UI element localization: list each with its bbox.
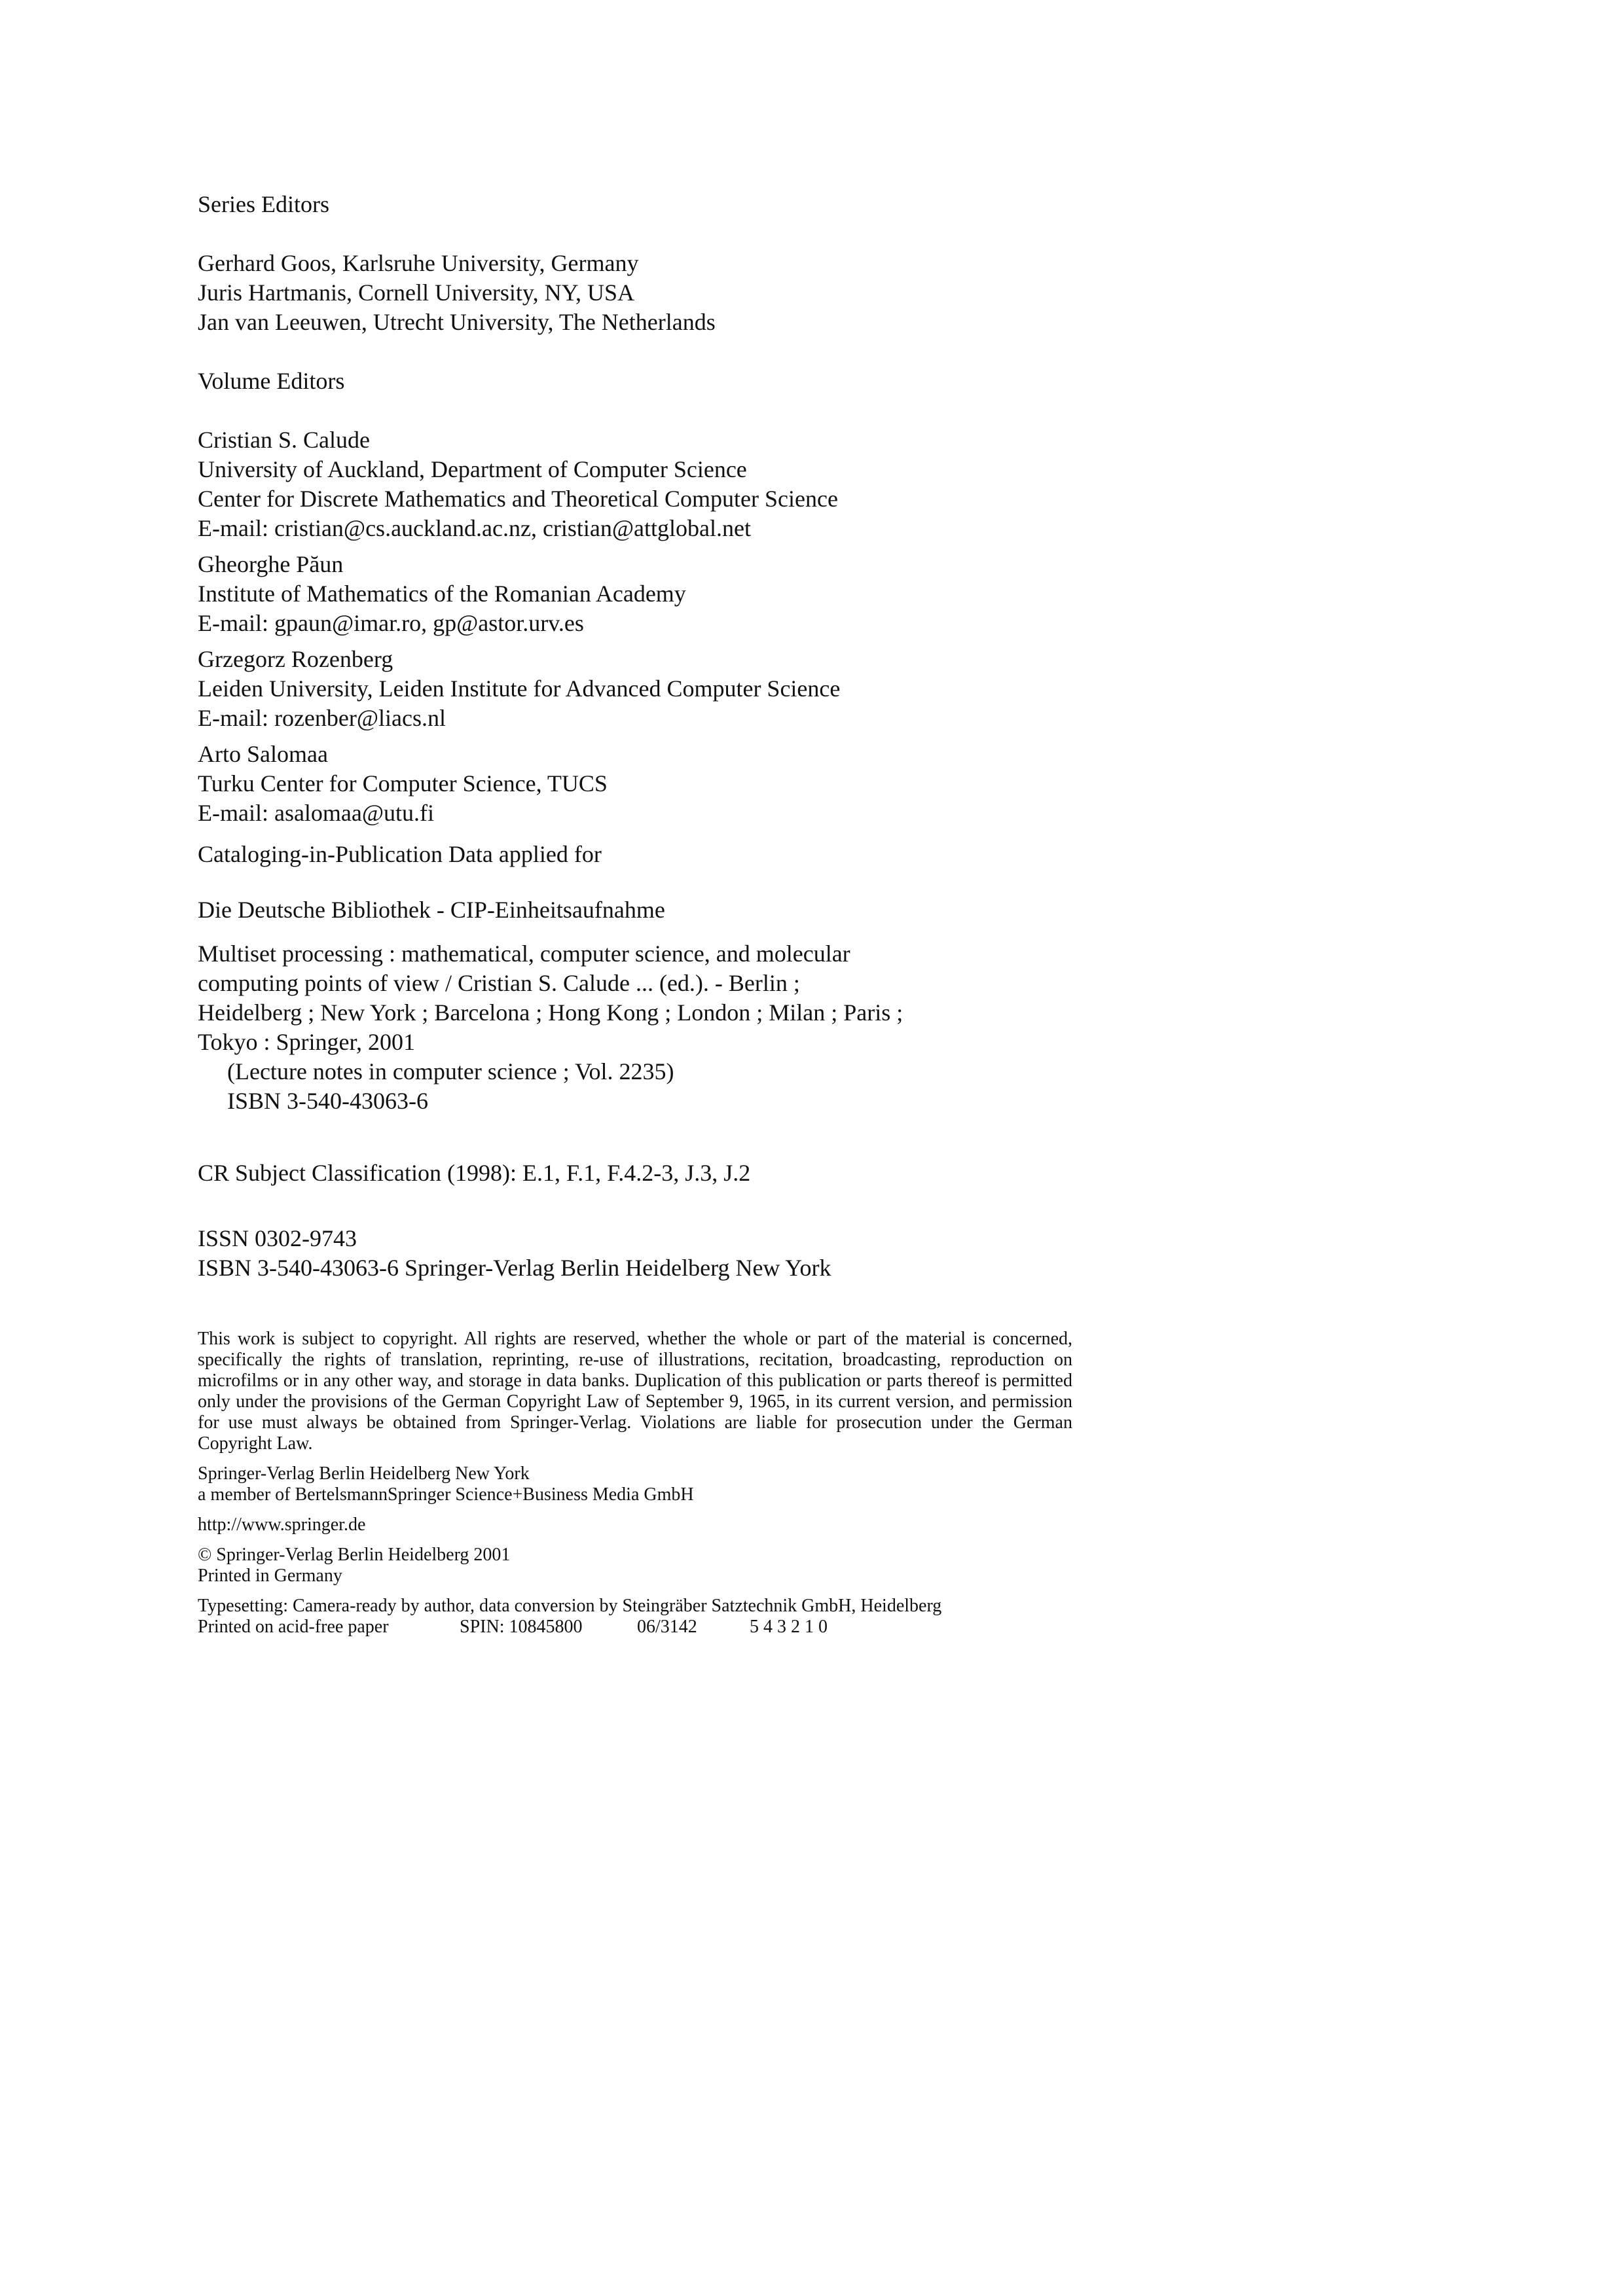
isbn: ISBN 3-540-43063-6 Springer-Verlag Berlin Heidelberg New York bbox=[198, 1255, 831, 1281]
identifiers-section bbox=[198, 1224, 1180, 1283]
editor-name: Cristian S. Calude bbox=[198, 427, 370, 453]
print-run: 5 4 3 2 1 0 bbox=[750, 1617, 828, 1637]
editor-name: Grzegorz Rozenberg bbox=[198, 646, 393, 672]
volume-editor bbox=[198, 740, 1180, 828]
printed-in: Printed in Germany bbox=[198, 1566, 342, 1586]
cataloging-section bbox=[198, 840, 1180, 1116]
cip-heading: Die Deutsche Bibliothek - CIP-Einheitsaufnahme bbox=[198, 897, 665, 923]
volume-editor bbox=[198, 645, 1180, 733]
cip-series-note: (Lecture notes in computer science ; Vol. 2235) bbox=[227, 1058, 674, 1085]
cip-isbn: ISBN 3-540-43063-6 bbox=[227, 1088, 428, 1114]
cataloging-note: Cataloging-in-Publication Data applied for bbox=[198, 841, 602, 867]
volume-editor bbox=[198, 550, 1180, 638]
copyright-page bbox=[198, 190, 1180, 1638]
editor-email: E-mail: asalomaa@utu.fi bbox=[198, 800, 435, 826]
editor-name: Arto Salomaa bbox=[198, 741, 328, 767]
cip-entry-line: Tokyo : Springer, 2001 bbox=[198, 1029, 416, 1055]
editor-affiliation: Turku Center for Computer Science, TUCS bbox=[198, 770, 608, 797]
volume-editors-section bbox=[198, 367, 1180, 828]
cip-entry-line: Multiset processing : mathematical, computer science, and molecular bbox=[198, 941, 850, 967]
editor-email: E-mail: rozenber@liacs.nl bbox=[198, 705, 447, 731]
series-editor: Jan van Leeuwen, Utrecht University, The Netherlands bbox=[198, 309, 716, 335]
issn: ISSN 0302-9743 bbox=[198, 1225, 357, 1251]
copyright-line: © Springer-Verlag Berlin Heidelberg 2001 bbox=[198, 1545, 511, 1565]
publisher-url: http://www.springer.de bbox=[198, 1515, 366, 1535]
volume-editor bbox=[198, 425, 1180, 543]
editor-affiliation: Center for Discrete Mathematics and Theoretical Computer Science bbox=[198, 486, 838, 512]
publisher-line: Springer-Verlag Berlin Heidelberg New York bbox=[198, 1463, 530, 1484]
volume-editors-heading: Volume Editors bbox=[198, 368, 345, 394]
typesetting-note: Typesetting: Camera-ready by author, data conversion by Steingräber Satztechnik GmbH, Heidelberg bbox=[198, 1596, 942, 1616]
editor-affiliation: University of Auckland, Department of Computer Science bbox=[198, 456, 747, 482]
spin-number: SPIN: 10845800 bbox=[460, 1617, 583, 1637]
print-code: 06/3142 bbox=[637, 1617, 697, 1637]
legal-section bbox=[198, 1329, 1180, 1638]
cip-entry-line: computing points of view / Cristian S. Calude ... (ed.). - Berlin ; bbox=[198, 970, 800, 996]
cip-entry-line: Heidelberg ; New York ; Barcelona ; Hong Kong ; London ; Milan ; Paris ; bbox=[198, 999, 903, 1026]
print-info-row bbox=[198, 1617, 1180, 1638]
editor-email: E-mail: cristian@cs.auckland.ac.nz, cristian@attglobal.net bbox=[198, 515, 751, 541]
series-editors-heading: Series Editors bbox=[198, 191, 329, 217]
series-editors-section bbox=[198, 190, 1180, 337]
editor-affiliation: Leiden University, Leiden Institute for Advanced Computer Science bbox=[198, 675, 841, 702]
editor-email: E-mail: gpaun@imar.ro, gp@astor.urv.es bbox=[198, 610, 584, 636]
editor-affiliation: Institute of Mathematics of the Romanian Academy bbox=[198, 581, 686, 607]
editor-name: Gheorghe Păun bbox=[198, 551, 344, 577]
subject-classification: CR Subject Classification (1998): E.1, F.1, F.4.2-3, J.3, J.2 bbox=[198, 1160, 751, 1186]
series-editor: Gerhard Goos, Karlsruhe University, Germany bbox=[198, 250, 639, 276]
publisher-line: a member of BertelsmannSpringer Science+Business Media GmbH bbox=[198, 1484, 694, 1505]
paper-note: Printed on acid-free paper bbox=[198, 1617, 389, 1637]
copyright-notice: This work is subject to copyright. All rights are reserved, whether the whole or part of the material is concerned, specifically the rights of translation, reprinting, re-use of illustrations, recitation, broadcasting, reproduction on microfilms or in any other way, and storage in data banks. Duplication of this publication or parts thereof is permitted only under the provisions of the German Copyright Law of September 9, 1965, in its current version, and permission for use must always be obtained from Springer-Verlag. Violations are liable for prosecution under the German Copyright Law. bbox=[198, 1329, 1072, 1454]
series-editor: Juris Hartmanis, Cornell University, NY, USA bbox=[198, 279, 634, 306]
